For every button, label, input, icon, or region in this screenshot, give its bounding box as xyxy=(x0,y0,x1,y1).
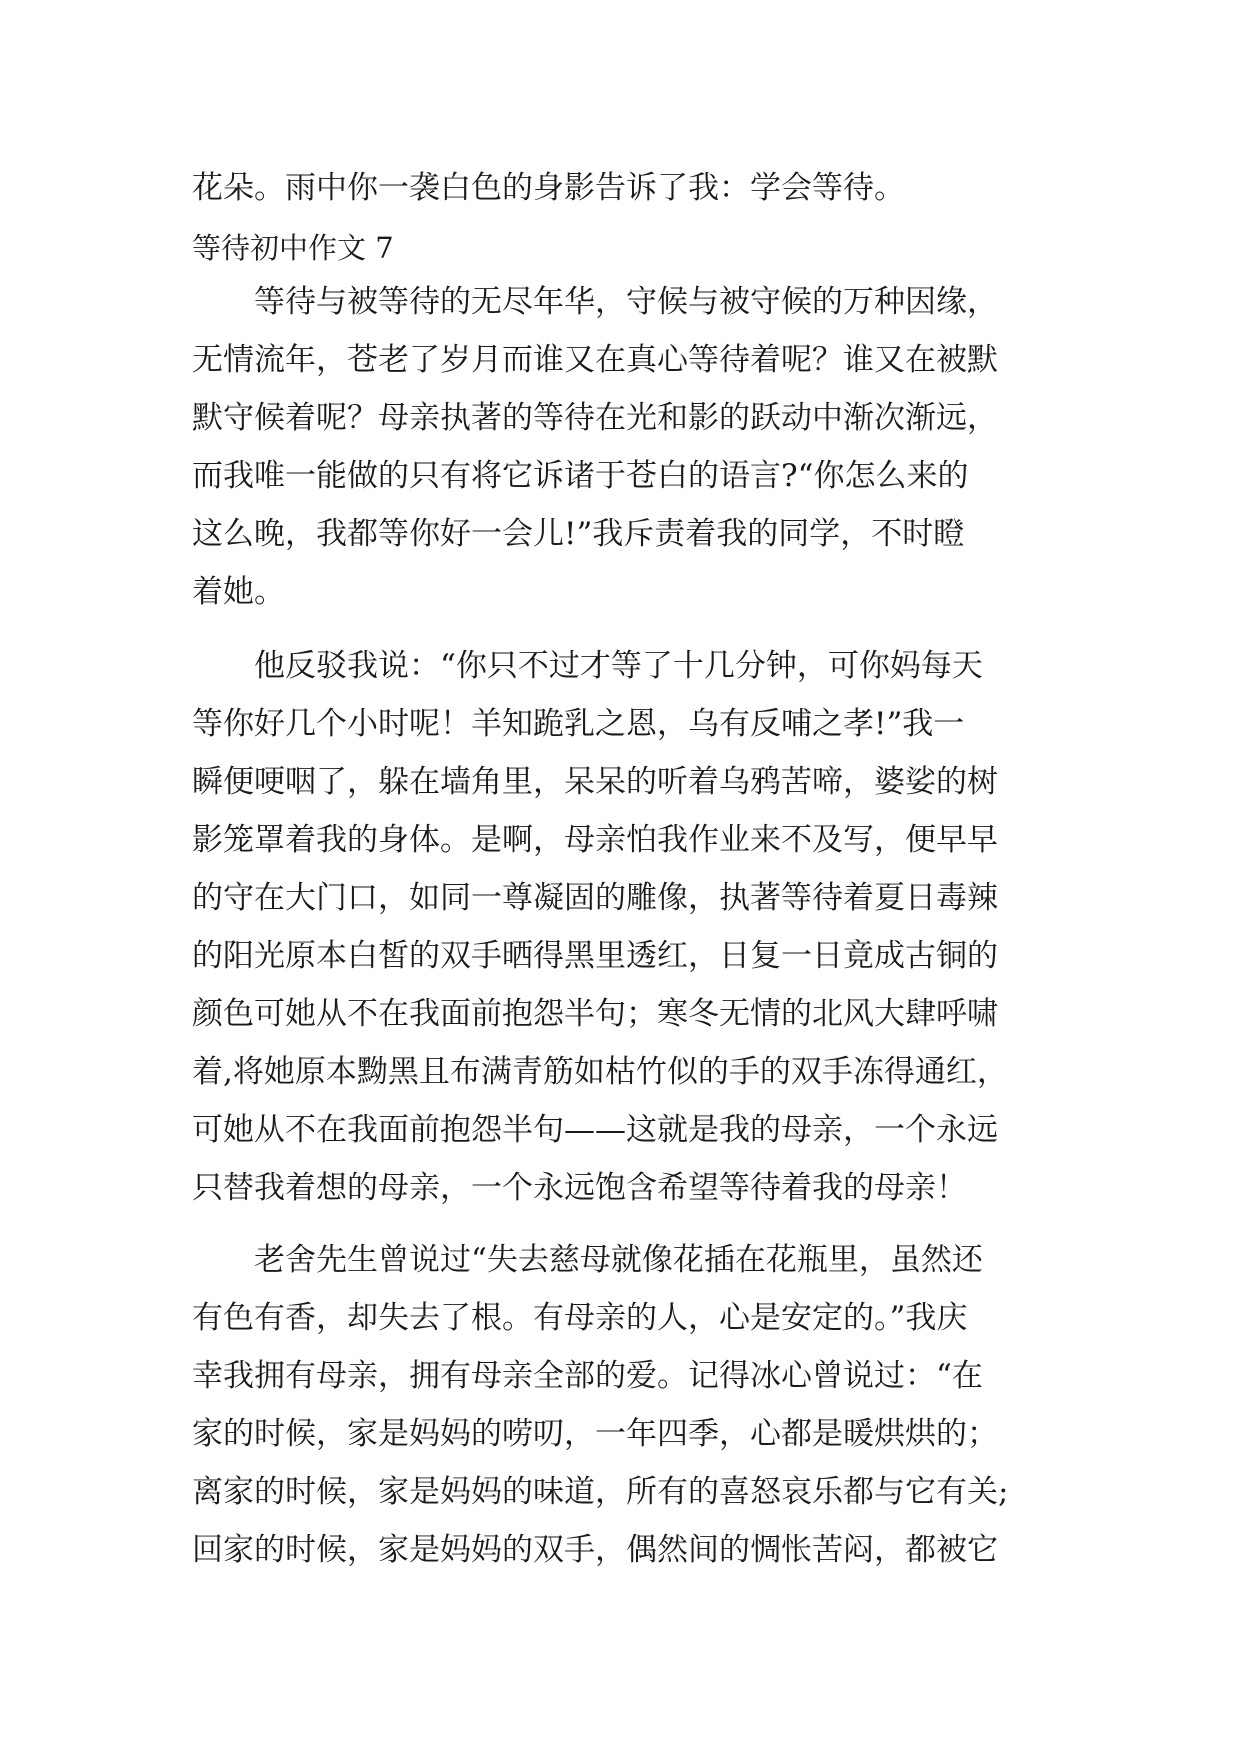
text-line: 可她从不在我面前抱怨半句——这就是我的母亲，一个永远 xyxy=(192,1112,998,1148)
text-line: 家的时候，家是妈妈的唠叨，一年四季，心都是暖烘烘的； xyxy=(192,1416,998,1452)
section-heading: 等待初中作文 7 xyxy=(192,231,394,265)
text-line: 着她。 xyxy=(192,574,285,610)
text-line: 而我唯一能做的只有将它诉诸于苍白的语言?“你怎么来的 xyxy=(192,458,969,494)
text-line: 影笼罩着我的身体。是啊，母亲怕我作业来不及写，便早早 xyxy=(192,822,998,858)
text-line: 的阳光原本白皙的双手晒得黑里透红，日复一日竟成古铜的 xyxy=(192,938,998,974)
text-line: 颜色可她从不在我面前抱怨半句；寒冬无情的北风大肆呼啸 xyxy=(192,996,998,1032)
text-line: 等待与被等待的无尽年华，守候与被守候的万种因缘， xyxy=(192,284,998,320)
text-line: 有色有香，却失去了根。有母亲的人，心是安定的。”我庆 xyxy=(192,1300,968,1336)
text-line: 离家的时候，家是妈妈的味道，所有的喜怒哀乐都与它有关; xyxy=(192,1474,1009,1510)
text-line: 瞬便哽咽了，躲在墙角里，呆呆的听着乌鸦苦啼，婆娑的树 xyxy=(192,764,998,800)
text-line: 默守候着呢？母亲执著的等待在光和影的跃动中渐次渐远， xyxy=(192,400,998,436)
text-line: 这么晚，我都等你好一会儿!”我斥责着我的同学，不时瞪 xyxy=(192,516,965,552)
text-line: 他反驳我说：“你只不过才等了十几分钟，可你妈每天 xyxy=(192,648,983,684)
text-line: 着,将她原本黝黑且布满青筋如枯竹似的手的双手冻得通红， xyxy=(192,1054,1008,1090)
text-line: 花朵。雨中你一袭白色的身影告诉了我：学会等待。 xyxy=(192,170,905,206)
text-line: 回家的时候，家是妈妈的双手，偶然间的惆怅苦闷，都被它 xyxy=(192,1532,998,1568)
text-line: 老舍先生曾说过“失去慈母就像花插在花瓶里，虽然还 xyxy=(192,1242,983,1278)
text-line: 等你好几个小时呢！羊知跪乳之恩，乌有反哺之孝!”我一 xyxy=(192,706,965,742)
text-line: 幸我拥有母亲，拥有母亲全部的爱。记得冰心曾说过：“在 xyxy=(192,1358,983,1394)
text-line: 的守在大门口，如同一尊凝固的雕像，执著等待着夏日毒辣 xyxy=(192,880,998,916)
text-line: 无情流年，苍老了岁月而谁又在真心等待着呢？谁又在被默 xyxy=(192,342,998,378)
text-line: 只替我着想的母亲，一个永远饱含希望等待着我的母亲！ xyxy=(192,1170,967,1206)
